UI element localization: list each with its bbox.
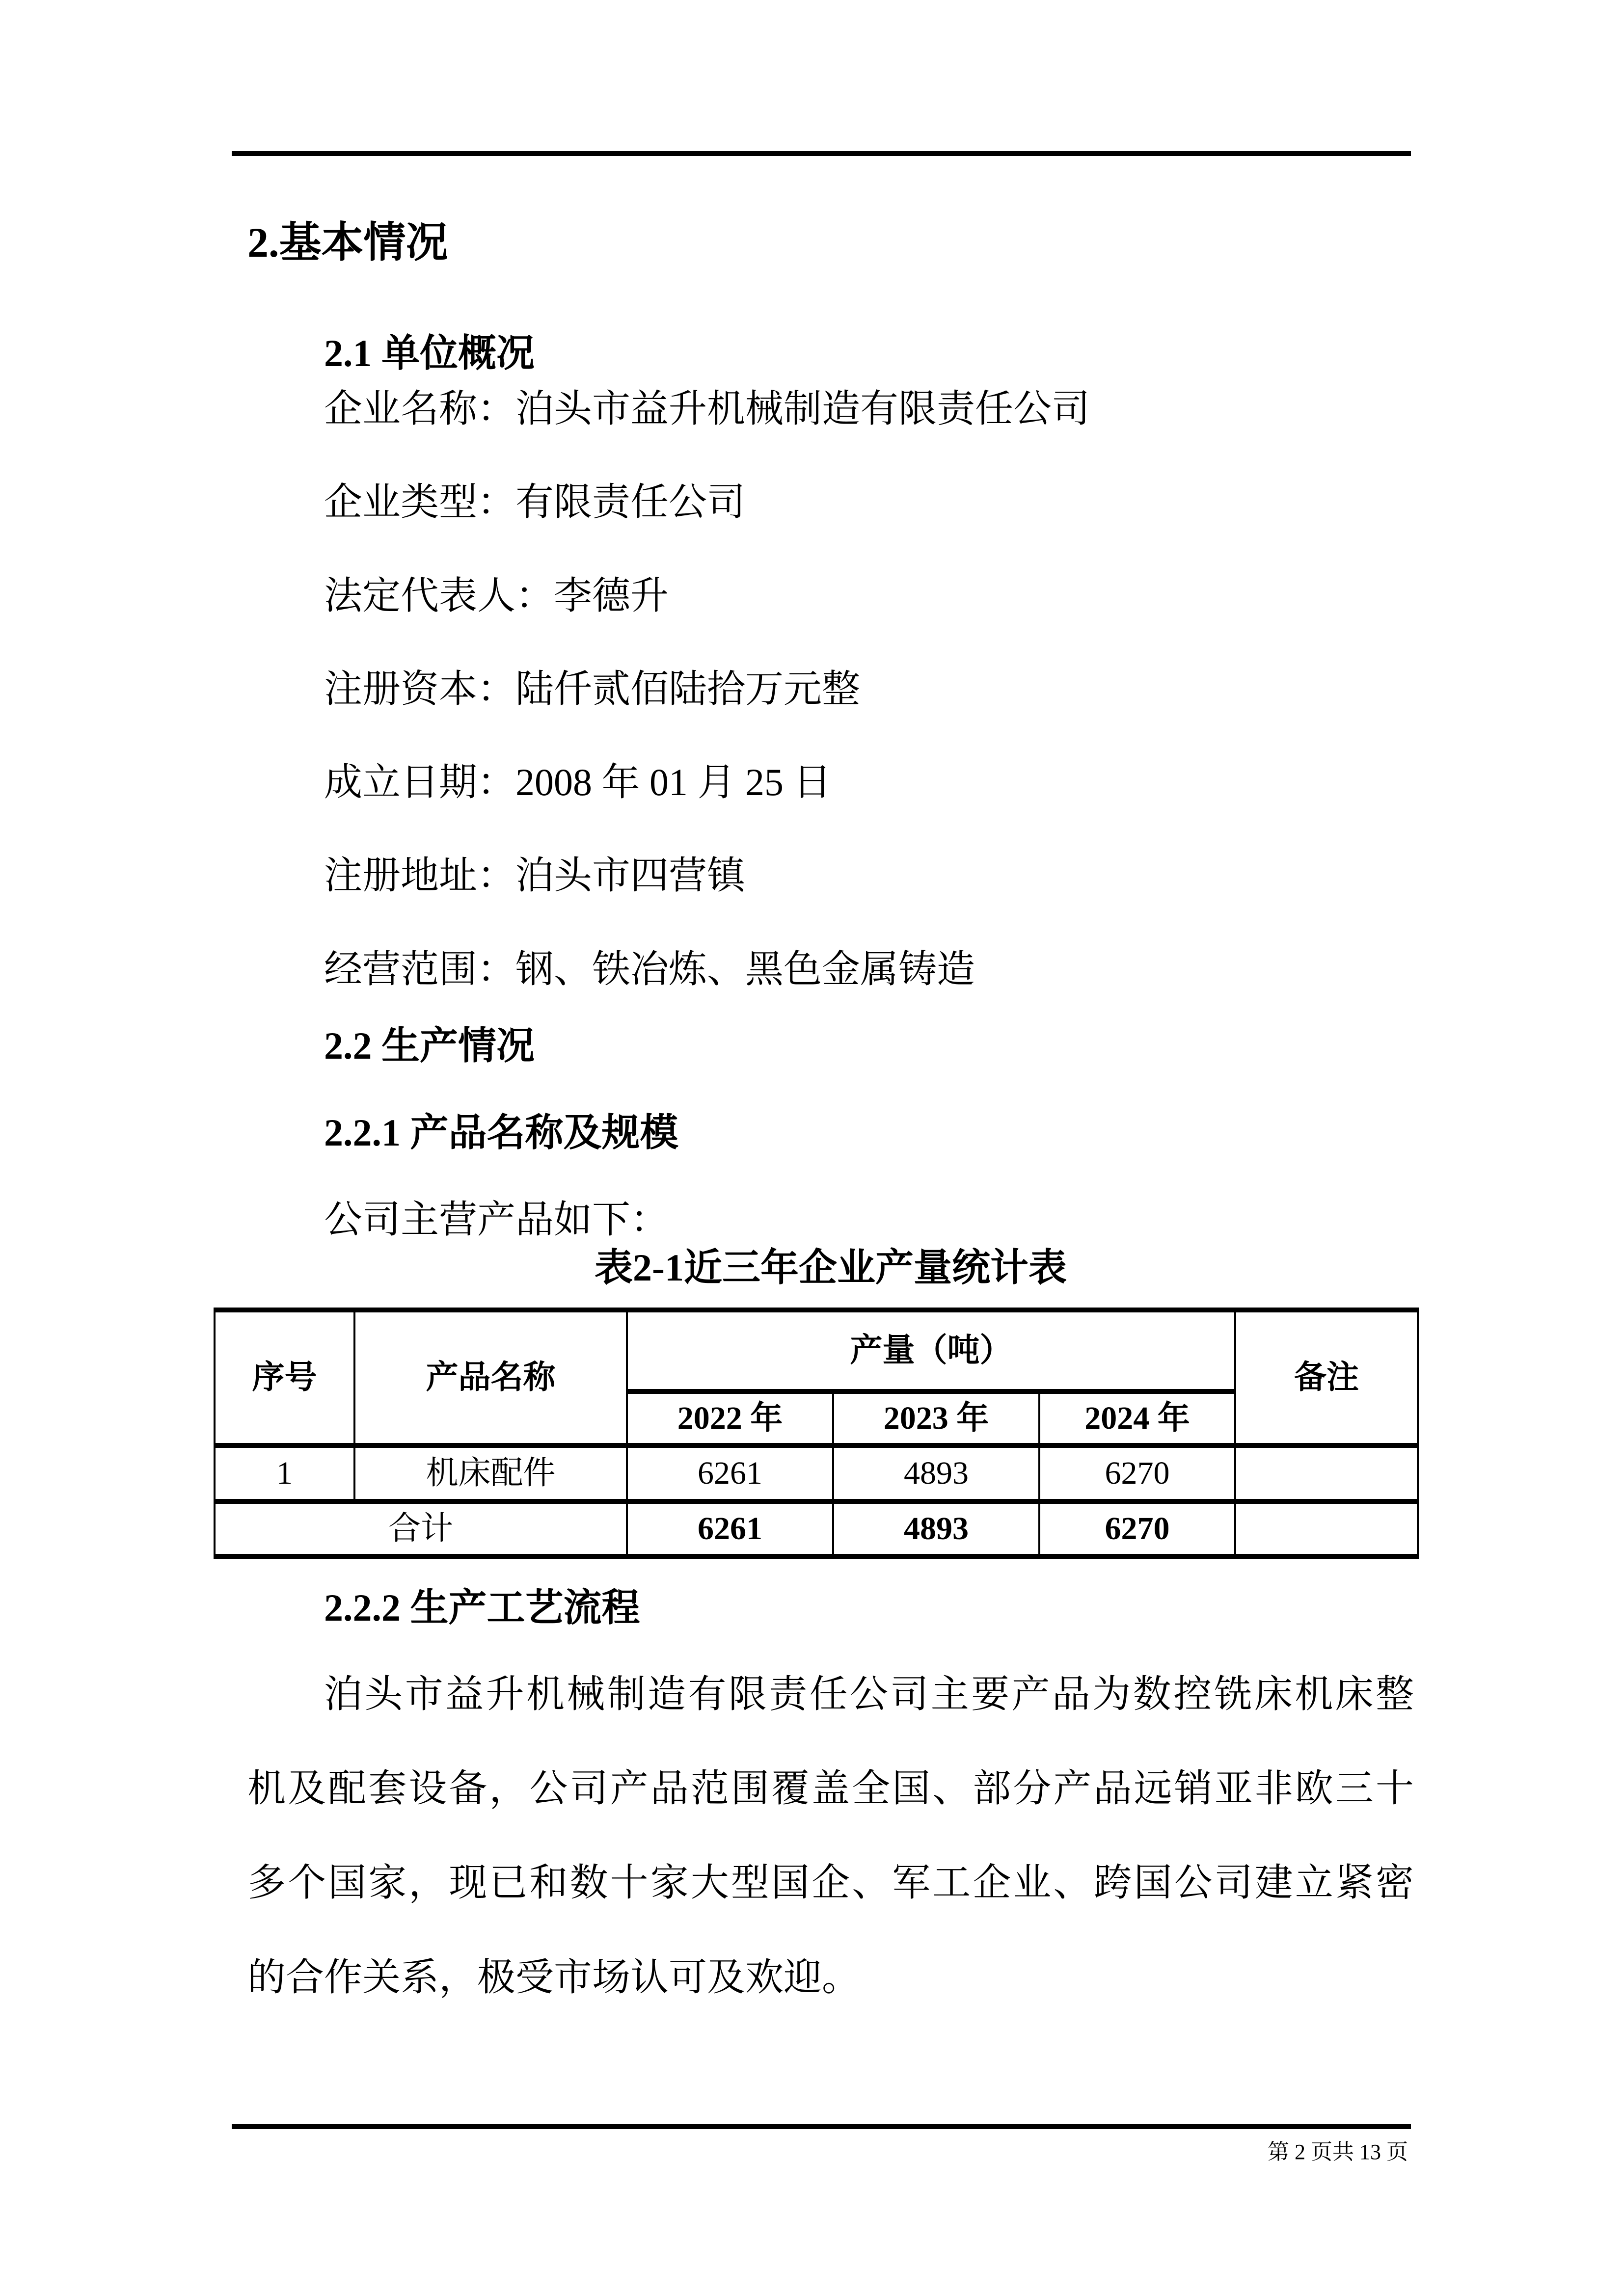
- table-row-product-1: [215, 1445, 1418, 1501]
- field-registered-capital: 注册资本：陆仟贰佰陆拾万元整: [324, 667, 861, 710]
- cell-total-remark: [1235, 1501, 1418, 1556]
- cell-row1-2022: 6261: [627, 1445, 833, 1501]
- table-header-row-top: [215, 1310, 1418, 1391]
- cell-row1-index: 1: [215, 1445, 354, 1501]
- document-content: [247, 220, 1414, 1998]
- footer-rule: [232, 2124, 1411, 2129]
- cell-total-label: 合计: [215, 1501, 627, 1556]
- header-cell-output-tons: 产量（吨）: [627, 1310, 1235, 1391]
- products-intro-text: 公司主营产品如下：: [324, 1198, 669, 1241]
- table-row-total: [215, 1501, 1418, 1556]
- cell-row1-2024: 6270: [1039, 1445, 1235, 1501]
- field-company-type: 企业类型：有限责任公司: [324, 481, 746, 524]
- field-registered-address: 注册地址：泊头市四营镇: [324, 854, 746, 897]
- subsection-heading-unit-overview: 2.1 单位概况: [324, 331, 535, 374]
- subsection-heading-process-flow: 2.2.2 生产工艺流程: [324, 1586, 640, 1629]
- header-cell-remark: 备注: [1235, 1310, 1418, 1445]
- cell-row1-remark: [1235, 1445, 1418, 1501]
- header-cell-year-2024: 2024 年: [1039, 1391, 1235, 1445]
- header-rule: [232, 151, 1411, 156]
- header-cell-index: 序号: [215, 1310, 354, 1445]
- body-paragraph-line-2: 机及配套设备，公司产品范围覆盖全国、部分产品远销亚非欧三十: [247, 1767, 1414, 1810]
- cell-total-2023: 4893: [833, 1501, 1039, 1556]
- field-legal-representative: 法定代表人：李德升: [324, 574, 669, 617]
- field-business-scope: 经营范围：钢、铁冶炼、黑色金属铸造: [324, 947, 975, 990]
- subsection-heading-production: 2.2 生产情况: [324, 1024, 535, 1067]
- section-heading-basic-info: 2.基本情况: [247, 219, 448, 266]
- body-paragraph-line-1: 泊头市益升机械制造有限责任公司主要产品为数控铣床机床整: [324, 1672, 1414, 1715]
- body-paragraph-line-3: 多个国家，现已和数十家大型国企、军工企业、跨国公司建立紧密: [247, 1861, 1414, 1904]
- cell-row1-2023: 4893: [833, 1445, 1039, 1501]
- production-table: [214, 1308, 1419, 1559]
- header-cell-year-2023: 2023 年: [833, 1391, 1039, 1445]
- page-number-text: 第 2 页共 13 页: [1268, 2140, 1408, 2164]
- field-founding-date: 成立日期：2008 年 01 月 25 日: [324, 761, 832, 804]
- header-cell-product-name: 产品名称: [354, 1310, 627, 1445]
- body-paragraph-line-4: 的合作关系，极受市场认可及欢迎。: [247, 1955, 861, 1999]
- header-cell-year-2022: 2022 年: [627, 1391, 833, 1445]
- cell-row1-product: 机床配件: [354, 1445, 627, 1501]
- field-company-name: 企业名称：泊头市益升机械制造有限责任公司: [324, 387, 1090, 430]
- table-title: 表2-1近三年企业产量统计表: [595, 1246, 1067, 1289]
- cell-total-2022: 6261: [627, 1501, 833, 1556]
- subsection-heading-product-names: 2.2.1 产品名称及规模: [324, 1111, 678, 1154]
- cell-total-2024: 6270: [1039, 1501, 1235, 1556]
